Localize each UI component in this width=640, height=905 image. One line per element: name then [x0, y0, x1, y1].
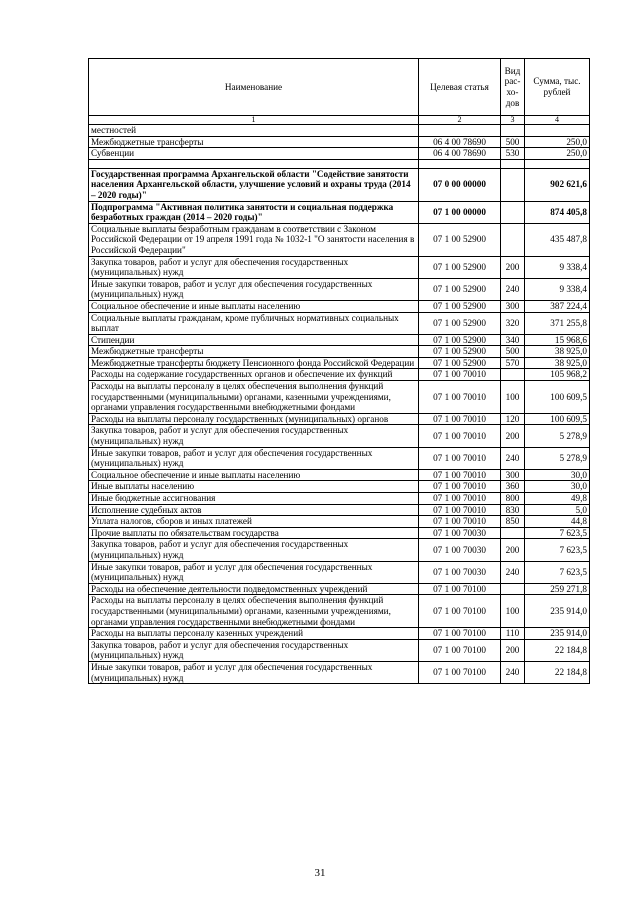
header-row: [89, 59, 590, 116]
header-target-article: Целевая статья: [419, 59, 501, 116]
table-row: [89, 481, 590, 493]
row-name: Расходы на выплаты персоналу казенных учреждений: [89, 628, 419, 640]
row-vid: 110: [501, 628, 525, 640]
row-vid: 320: [501, 312, 525, 334]
row-vid: 240: [501, 561, 525, 583]
row-name: Межбюджетные трансферты: [89, 346, 419, 358]
row-name: Подпрограмма "Активная политика занятости и социальная поддержка безработных граждан (2014 – 2020 годы)": [89, 201, 419, 223]
row-vid: 500: [501, 346, 525, 358]
row-vid: 500: [501, 136, 525, 148]
row-code: 07 1 00 70100: [419, 628, 501, 640]
row-vid: 240: [501, 447, 525, 469]
row-sum: 49,8: [525, 493, 590, 505]
row-name: Иные выплаты населению: [89, 481, 419, 493]
table-row: [89, 300, 590, 312]
table-row: [89, 334, 590, 346]
row-code: 07 1 00 70010: [419, 425, 501, 447]
table-row: [89, 223, 590, 256]
row-code: 07 1 00 70010: [419, 493, 501, 505]
table-row: [89, 136, 590, 148]
row-code: 07 1 00 70010: [419, 413, 501, 425]
spacer-row: [89, 159, 590, 168]
table-row: [89, 583, 590, 595]
row-code: 07 1 00 52900: [419, 278, 501, 300]
row-name: Расходы на обеспечение деятельности подведомственных учреждений: [89, 583, 419, 595]
row-sum: 100 609,5: [525, 413, 590, 425]
row-code: 07 1 00 70010: [419, 381, 501, 414]
spacer-cell: [501, 159, 525, 168]
row-sum: 435 487,8: [525, 223, 590, 256]
row-vid: 200: [501, 639, 525, 661]
row-vid: 120: [501, 413, 525, 425]
table-row: [89, 425, 590, 447]
row-sum: [525, 125, 590, 137]
row-name: Закупка товаров, работ и услуг для обеспечения государственных (муниципальных) нужд: [89, 639, 419, 661]
row-name: Межбюджетные трансферты бюджету Пенсионного фонда Российской Федерации: [89, 357, 419, 369]
row-vid: 240: [501, 278, 525, 300]
row-vid: 200: [501, 539, 525, 561]
row-sum: 30,0: [525, 469, 590, 481]
row-vid: 300: [501, 469, 525, 481]
subprogram-row: [89, 201, 590, 223]
row-code: 07 1 00 70030: [419, 527, 501, 539]
row-code: 07 1 00 52900: [419, 256, 501, 278]
table-row: [89, 628, 590, 640]
row-code: 07 1 00 70100: [419, 583, 501, 595]
spacer-cell: [525, 159, 590, 168]
row-code: 07 0 00 00000: [419, 168, 501, 201]
budget-table: [88, 58, 590, 684]
row-vid: 570: [501, 357, 525, 369]
row-name: Социальные выплаты гражданам, кроме публичных нормативных социальных выплат: [89, 312, 419, 334]
table-row: [89, 413, 590, 425]
table-row: [89, 539, 590, 561]
spacer-cell: [89, 159, 419, 168]
header-expense-type: Вид рас-хо-дов: [501, 59, 525, 116]
row-vid: [501, 527, 525, 539]
row-code: 07 1 00 70010: [419, 516, 501, 528]
row-vid: [501, 369, 525, 381]
row-name: Закупка товаров, работ и услуг для обеспечения государственных (муниципальных) нужд: [89, 425, 419, 447]
column-number: 4: [525, 116, 590, 125]
row-name: Исполнение судебных актов: [89, 504, 419, 516]
header-name: Наименование: [89, 59, 419, 116]
row-code: [419, 125, 501, 137]
row-vid: 200: [501, 256, 525, 278]
table-row: [89, 346, 590, 358]
row-code: 07 1 00 70100: [419, 661, 501, 683]
row-vid: 830: [501, 504, 525, 516]
row-sum: 235 914,0: [525, 628, 590, 640]
row-vid: 300: [501, 300, 525, 312]
row-sum: 259 271,8: [525, 583, 590, 595]
table-row: [89, 661, 590, 683]
row-vid: [501, 125, 525, 137]
row-name: Субвенции: [89, 148, 419, 160]
row-name: Иные закупки товаров, работ и услуг для обеспечения государственных (муниципальных) нужд: [89, 561, 419, 583]
row-vid: 240: [501, 661, 525, 683]
table-row: [89, 447, 590, 469]
row-sum: 7 623,5: [525, 561, 590, 583]
row-sum: 38 925,0: [525, 357, 590, 369]
row-code: 07 1 00 70030: [419, 539, 501, 561]
row-code: 07 1 00 70100: [419, 639, 501, 661]
row-vid: 530: [501, 148, 525, 160]
row-code: 07 1 00 52900: [419, 346, 501, 358]
row-name: Межбюджетные трансферты: [89, 136, 419, 148]
row-name: Социальные выплаты безработным гражданам в соответствии с Законом Российской Федерации от 19 апреля 1991 года № 1032-1 "О занятости населения в Российской Федерации": [89, 223, 419, 256]
row-vid: 100: [501, 595, 525, 628]
row-name: Расходы на выплаты персоналу государственных (муниципальных) органов: [89, 413, 419, 425]
table-row: [89, 639, 590, 661]
row-sum: 9 338,4: [525, 256, 590, 278]
table-row: [89, 469, 590, 481]
row-name: Государственная программа Архангельской области "Содействие занятости населения Архангельской области, улучшение условий и охраны труда (2014 – 2020 годы)": [89, 168, 419, 201]
row-sum: 7 623,5: [525, 527, 590, 539]
row-sum: 15 968,6: [525, 334, 590, 346]
row-vid: [501, 168, 525, 201]
row-sum: 371 255,8: [525, 312, 590, 334]
table-row: [89, 125, 590, 137]
row-code: 07 1 00 70010: [419, 504, 501, 516]
column-number-row: [89, 116, 590, 125]
column-number: 3: [501, 116, 525, 125]
row-vid: [501, 201, 525, 223]
column-number: 1: [89, 116, 419, 125]
row-sum: 38 925,0: [525, 346, 590, 358]
row-vid: 200: [501, 425, 525, 447]
column-number: 2: [419, 116, 501, 125]
row-name: Расходы на содержание государственных органов и обеспечение их функций: [89, 369, 419, 381]
row-code: 07 1 00 52900: [419, 300, 501, 312]
header-sum: Сумма, тыс. рублей: [525, 59, 590, 116]
row-code: 06 4 00 78690: [419, 136, 501, 148]
row-code: 07 1 00 70100: [419, 595, 501, 628]
row-sum: 5,0: [525, 504, 590, 516]
table-row: [89, 381, 590, 414]
row-code: 07 1 00 52900: [419, 334, 501, 346]
table-row: [89, 516, 590, 528]
row-sum: 22 184,8: [525, 661, 590, 683]
row-name: Закупка товаров, работ и услуг для обеспечения государственных (муниципальных) нужд: [89, 256, 419, 278]
row-code: 07 1 00 70010: [419, 481, 501, 493]
table-row: [89, 369, 590, 381]
row-code: 07 1 00 52900: [419, 357, 501, 369]
table-row: [89, 357, 590, 369]
row-sum: 105 968,2: [525, 369, 590, 381]
row-sum: 250,0: [525, 148, 590, 160]
row-code: 07 1 00 70010: [419, 369, 501, 381]
row-name: Иные бюджетные ассигнования: [89, 493, 419, 505]
row-code: 07 1 00 70030: [419, 561, 501, 583]
row-sum: 874 405,8: [525, 201, 590, 223]
row-vid: 850: [501, 516, 525, 528]
table-row: [89, 561, 590, 583]
row-name: Закупка товаров, работ и услуг для обеспечения государственных (муниципальных) нужд: [89, 539, 419, 561]
spacer-cell: [419, 159, 501, 168]
row-code: 07 1 00 00000: [419, 201, 501, 223]
row-vid: 340: [501, 334, 525, 346]
row-sum: 235 914,0: [525, 595, 590, 628]
table-row: [89, 148, 590, 160]
row-code: 07 1 00 52900: [419, 312, 501, 334]
row-sum: 9 338,4: [525, 278, 590, 300]
row-name: Иные закупки товаров, работ и услуг для обеспечения государственных (муниципальных) нужд: [89, 447, 419, 469]
row-sum: 5 278,9: [525, 425, 590, 447]
row-name: Иные закупки товаров, работ и услуг для обеспечения государственных (муниципальных) нужд: [89, 278, 419, 300]
row-sum: 7 623,5: [525, 539, 590, 561]
row-name: Прочие выплаты по обязательствам государства: [89, 527, 419, 539]
row-name: Уплата налогов, сборов и иных платежей: [89, 516, 419, 528]
table-row: [89, 595, 590, 628]
row-name: Социальное обеспечение и иные выплаты населению: [89, 469, 419, 481]
row-name: Стипендии: [89, 334, 419, 346]
row-name: Иные закупки товаров, работ и услуг для обеспечения государственных (муниципальных) нужд: [89, 661, 419, 683]
row-sum: 250,0: [525, 136, 590, 148]
row-name: местностей: [89, 125, 419, 137]
row-sum: 100 609,5: [525, 381, 590, 414]
row-name: Расходы на выплаты персоналу в целях обеспечения выполнения функций государственными (муниципальными) органами, казенными учреждениями, органами управления государственными внебюджетными фондами: [89, 381, 419, 414]
row-sum: 22 184,8: [525, 639, 590, 661]
page-number: 31: [314, 867, 326, 879]
table-row: [89, 504, 590, 516]
program-row: [89, 168, 590, 201]
row-vid: [501, 223, 525, 256]
table-row: [89, 278, 590, 300]
row-name: Расходы на выплаты персоналу в целях обеспечения выполнения функций государственными (муниципальными) органами, казенными учреждениями, органами управления государственными внебюджетными фондами: [89, 595, 419, 628]
table-row: [89, 256, 590, 278]
row-sum: 902 621,6: [525, 168, 590, 201]
row-sum: 387 224,4: [525, 300, 590, 312]
row-name: Социальное обеспечение и иные выплаты населению: [89, 300, 419, 312]
row-code: 07 1 00 70010: [419, 447, 501, 469]
row-code: 07 1 00 52900: [419, 223, 501, 256]
row-sum: 44,8: [525, 516, 590, 528]
row-vid: 800: [501, 493, 525, 505]
table-row: [89, 527, 590, 539]
row-sum: 5 278,9: [525, 447, 590, 469]
row-code: 06 4 00 78690: [419, 148, 501, 160]
table-row: [89, 493, 590, 505]
row-sum: 30,0: [525, 481, 590, 493]
row-code: 07 1 00 70010: [419, 469, 501, 481]
table-row: [89, 312, 590, 334]
row-vid: 360: [501, 481, 525, 493]
row-vid: [501, 583, 525, 595]
row-vid: 100: [501, 381, 525, 414]
